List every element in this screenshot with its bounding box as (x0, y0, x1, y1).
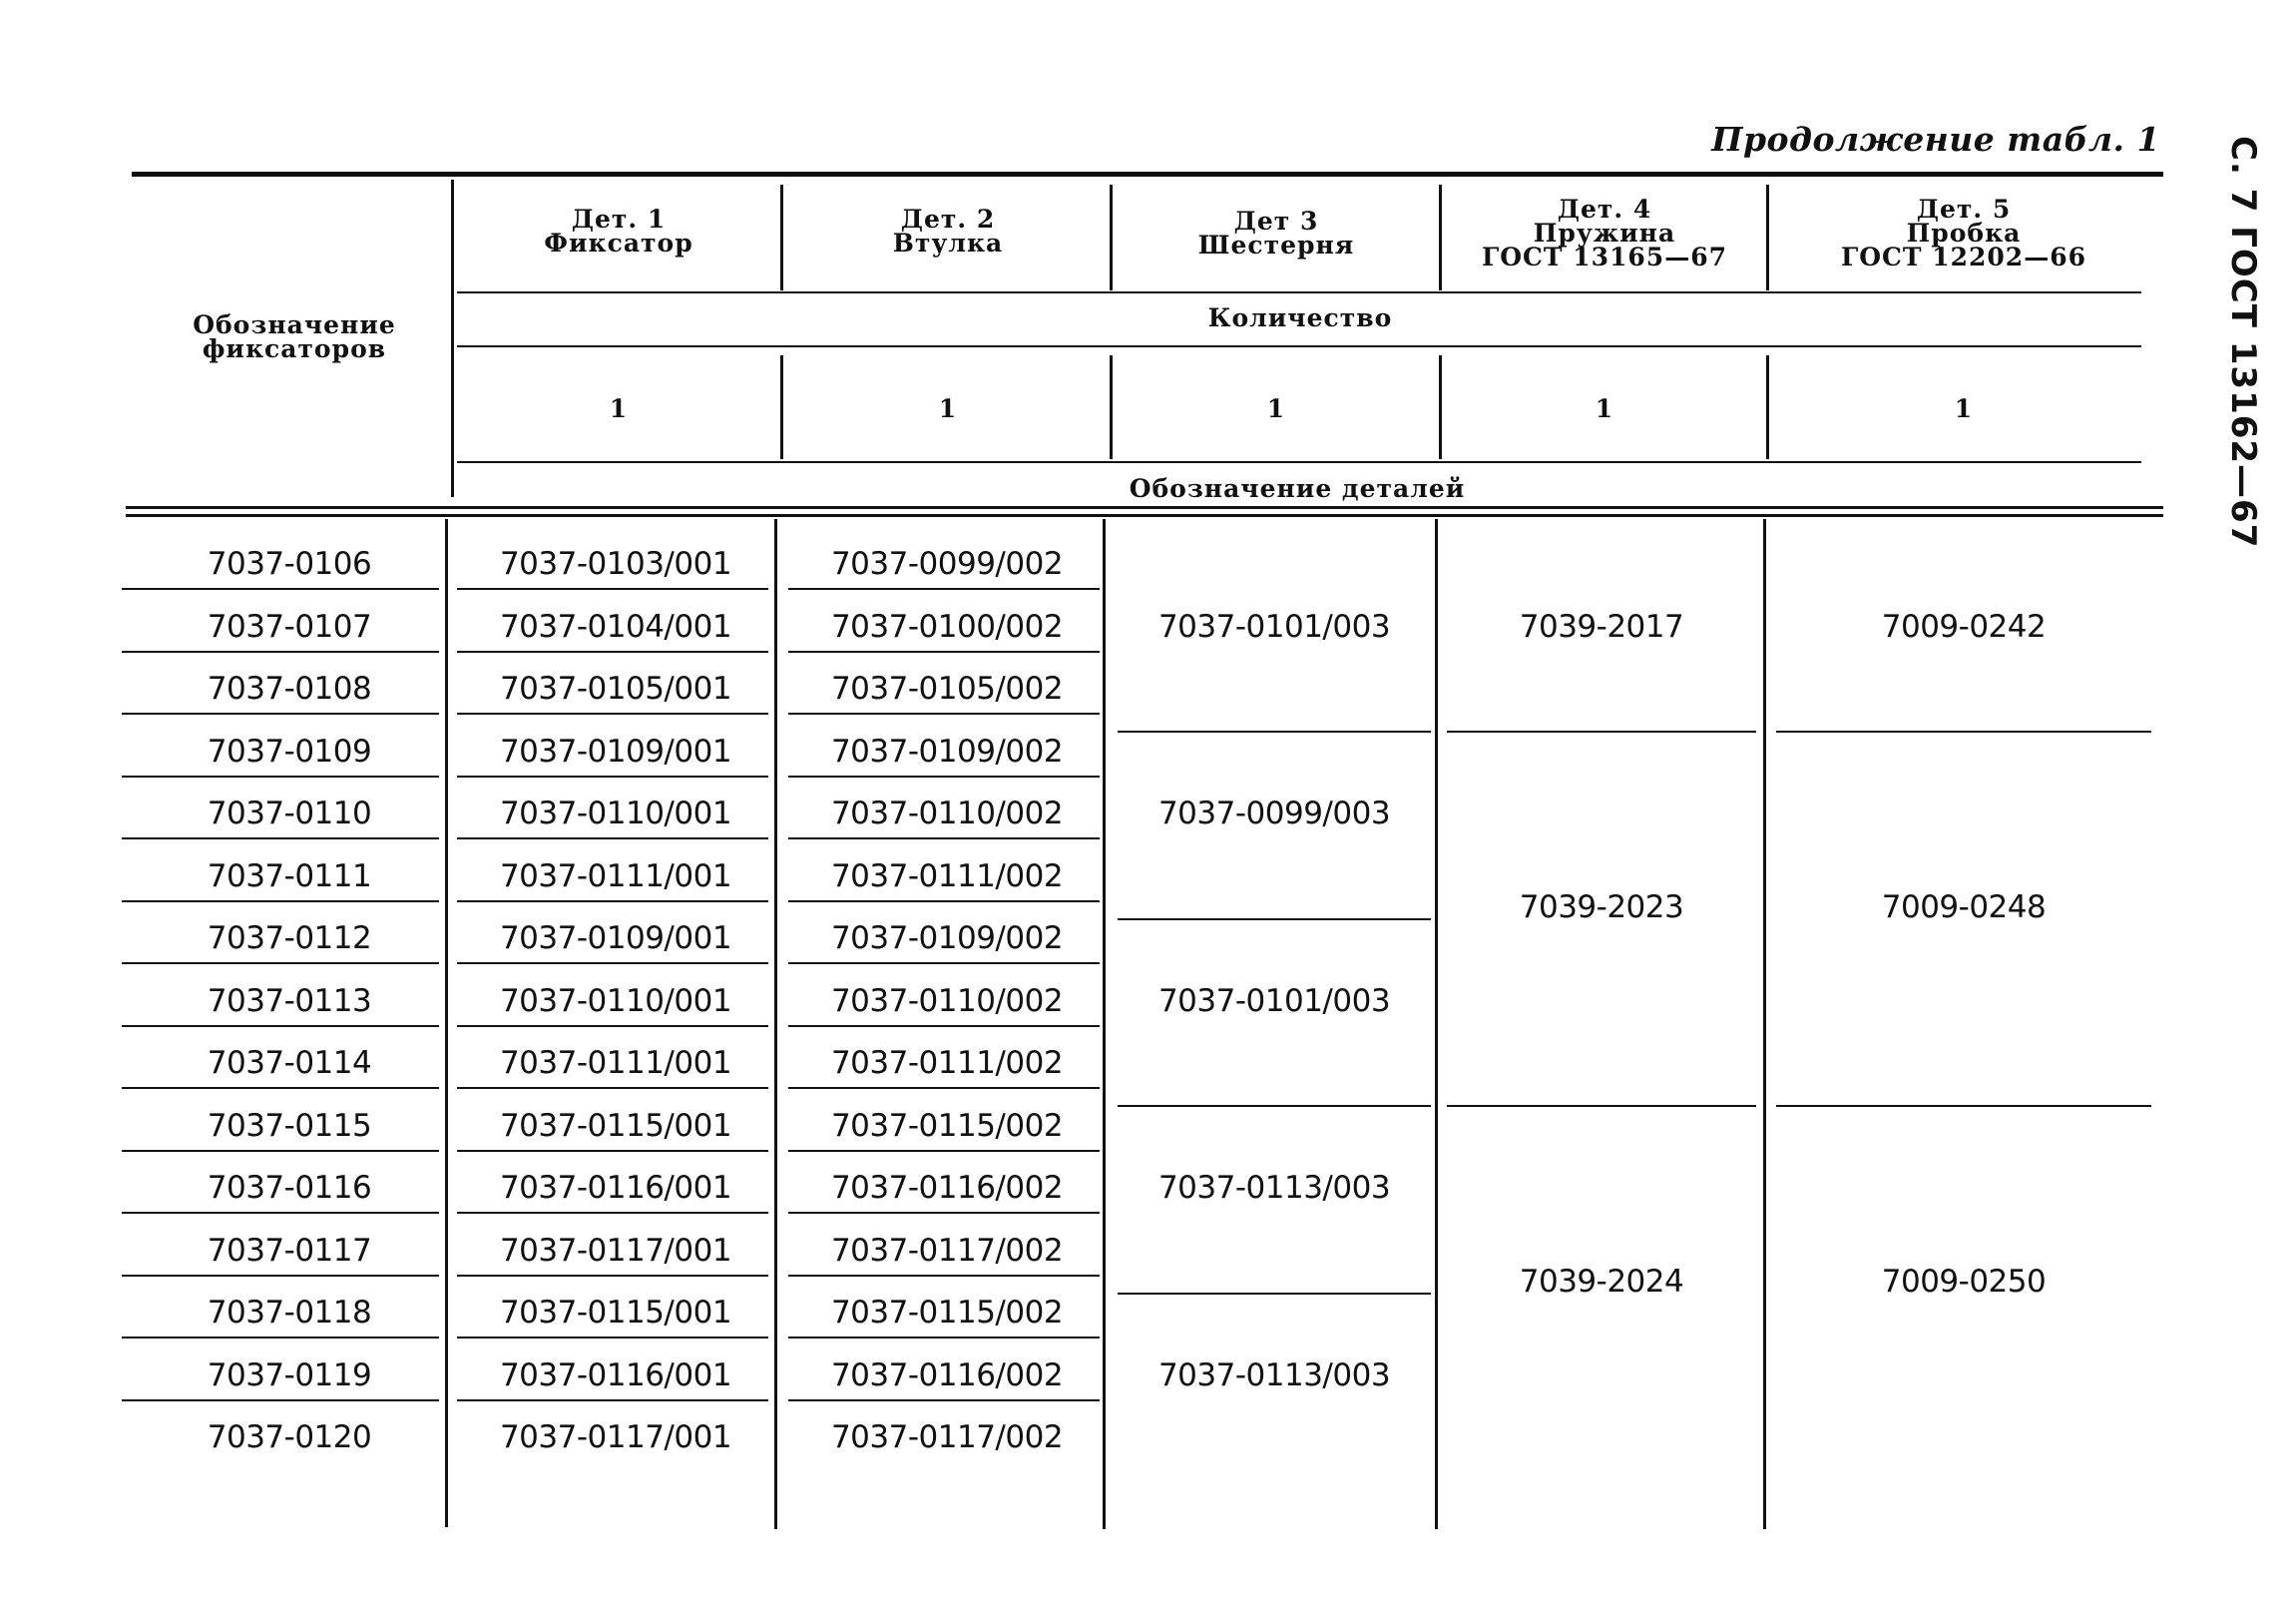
row-separator (122, 1275, 439, 1277)
det3-group-designation: 7037-0101/003 (1157, 983, 1391, 1019)
row-separator (122, 1150, 439, 1152)
det1-designation: 7037-0111/001 (499, 1045, 732, 1081)
det4-group-designation: 7039-2023 (1519, 889, 1684, 925)
group-separator (1776, 731, 2151, 733)
quantity-1: 1 (609, 394, 629, 423)
header-bottom-rule-2 (126, 514, 2163, 517)
row-separator (788, 651, 1100, 653)
det2-designation: 7037-0110/002 (830, 983, 1064, 1019)
row-separator (122, 837, 439, 839)
header-line-1 (457, 291, 2141, 293)
fixator-designation: 7037-0115 (207, 1108, 372, 1144)
row-separator (122, 1337, 439, 1339)
fixator-designation: 7037-0107 (207, 609, 372, 645)
group-separator (1118, 918, 1431, 920)
part-header-3 (1116, 207, 1437, 260)
part-header-4 (1445, 195, 1764, 271)
row-separator (122, 713, 439, 715)
det1-designation: 7037-0103/001 (499, 546, 732, 582)
row-separator (457, 1087, 768, 1089)
col-divider-2 (780, 185, 783, 290)
part-header-4-name: Пружина (1533, 219, 1676, 248)
col-divider-3b (1110, 355, 1113, 459)
group-separator (1776, 1105, 2151, 1107)
fixator-designation: 7037-0108 (207, 671, 372, 707)
det2-designation: 7037-0105/002 (830, 671, 1064, 707)
det1-designation: 7037-0115/001 (499, 1295, 732, 1331)
group-separator (1447, 1105, 1756, 1107)
col-divider-5b (1766, 355, 1769, 459)
row-separator (122, 651, 439, 653)
det5-group-designation: 7009-0242 (1881, 609, 2047, 645)
col-divider-2c (774, 519, 777, 1529)
part-header-4-title: Дет. 4 (1557, 195, 1652, 224)
det2-designation: 7037-0109/002 (830, 920, 1064, 956)
det4-group-designation: 7039-2017 (1519, 609, 1684, 645)
det2-designation: 7037-0116/002 (830, 1170, 1064, 1206)
row-separator (788, 1212, 1100, 1214)
part-header-5-title: Дет. 5 (1916, 195, 2012, 224)
row-separator (122, 1025, 439, 1027)
part-header-5 (1774, 195, 2153, 271)
det1-designation: 7037-0115/001 (499, 1108, 732, 1144)
row-separator (457, 1337, 768, 1339)
det1-designation: 7037-0116/001 (499, 1170, 732, 1206)
det3-group-designation: 7037-0101/003 (1157, 609, 1391, 645)
fixator-designation: 7037-0109 (207, 734, 372, 770)
row-separator (788, 1025, 1100, 1027)
row-separator (788, 776, 1100, 778)
top-rule (132, 172, 2163, 177)
det1-designation: 7037-0111/001 (499, 858, 732, 894)
part-header-5-std: ГОСТ 12202—66 (1840, 243, 2086, 271)
quantity-4: 1 (1595, 394, 1614, 423)
det2-designation: 7037-0117/002 (830, 1233, 1064, 1269)
col-divider-1 (451, 180, 454, 497)
row-separator (457, 962, 768, 964)
row-separator (788, 962, 1100, 964)
part-header-3-title: Дет 3 (1233, 207, 1319, 236)
fixator-designation: 7037-0113 (207, 983, 372, 1019)
fixator-designation: 7037-0112 (207, 920, 372, 956)
det2-designation: 7037-0116/002 (830, 1357, 1064, 1393)
group-separator (1447, 731, 1756, 733)
row-separator (122, 900, 439, 902)
det3-group-designation: 7037-0113/003 (1157, 1357, 1391, 1393)
det1-designation: 7037-0110/001 (499, 983, 732, 1019)
row-separator (457, 651, 768, 653)
col-divider-3 (1110, 185, 1113, 290)
header-line-2 (457, 345, 2141, 347)
det1-designation: 7037-0109/001 (499, 920, 732, 956)
row-separator (122, 776, 439, 778)
row-separator (457, 713, 768, 715)
row-separator (457, 1399, 768, 1401)
row-separator (788, 1275, 1100, 1277)
row-separator (788, 837, 1100, 839)
row-separator (788, 1337, 1100, 1339)
row-separator (122, 1087, 439, 1089)
row-separator (788, 588, 1100, 590)
row-separator (122, 1212, 439, 1214)
group-separator (1118, 731, 1431, 733)
quantity-2: 1 (938, 394, 958, 423)
det5-group-designation: 7009-0248 (1881, 889, 2047, 925)
group-separator (1118, 1105, 1431, 1107)
col-divider-4b (1439, 355, 1442, 459)
det5-group-designation: 7009-0250 (1881, 1264, 2047, 1300)
part-header-1 (459, 205, 778, 258)
det1-designation: 7037-0117/001 (499, 1233, 732, 1269)
quantity-3: 1 (1266, 394, 1286, 423)
det2-designation: 7037-0111/002 (830, 1045, 1064, 1081)
part-header-3-name: Шестерня (1197, 231, 1355, 260)
row-separator (122, 1399, 439, 1401)
row-separator (457, 837, 768, 839)
part-header-2 (788, 205, 1108, 258)
det4-group-designation: 7039-2024 (1519, 1264, 1684, 1300)
det1-designation: 7037-0117/001 (499, 1419, 732, 1455)
designation-label: Обозначение деталей (1129, 474, 1466, 503)
row-separator (788, 713, 1100, 715)
part-header-2-title: Дет. 2 (900, 205, 996, 234)
col-divider-4 (1439, 185, 1442, 290)
det2-designation: 7037-0111/002 (830, 858, 1064, 894)
det2-designation: 7037-0099/002 (830, 546, 1064, 582)
row-header: Обозначение фиксаторов (193, 310, 396, 363)
part-header-1-title: Дет. 1 (571, 205, 667, 234)
row-separator (457, 1150, 768, 1152)
part-header-4-std: ГОСТ 13165—67 (1481, 243, 1727, 271)
table-caption: Продолжение табл. 1 (1711, 120, 2160, 159)
group-separator (1118, 1293, 1431, 1295)
row-separator (788, 1087, 1100, 1089)
fixator-designation: 7037-0118 (207, 1295, 372, 1331)
det2-designation: 7037-0110/002 (830, 796, 1064, 831)
row-separator (457, 1275, 768, 1277)
fixator-designation: 7037-0111 (207, 858, 372, 894)
col-divider-1b (445, 519, 448, 1527)
row-separator (788, 1150, 1100, 1152)
row-separator (457, 1025, 768, 1027)
col-divider-5c (1763, 519, 1766, 1529)
det3-group-designation: 7037-0113/003 (1157, 1170, 1391, 1206)
fixator-designation: 7037-0117 (207, 1233, 372, 1269)
det1-designation: 7037-0116/001 (499, 1357, 732, 1393)
header-bottom-rule (126, 506, 2163, 509)
det1-designation: 7037-0105/001 (499, 671, 732, 707)
quantity-5: 1 (1954, 394, 1974, 423)
det2-designation: 7037-0109/002 (830, 734, 1064, 770)
quantity-label: Количество (1207, 303, 1393, 332)
col-divider-4c (1435, 519, 1438, 1529)
det2-designation: 7037-0117/002 (830, 1419, 1064, 1455)
part-header-1-name: Фиксатор (544, 229, 693, 258)
fixator-designation: 7037-0106 (207, 546, 372, 582)
det3-group-designation: 7037-0099/003 (1157, 796, 1391, 831)
row-separator (122, 962, 439, 964)
row-separator (788, 1399, 1100, 1401)
part-header-5-name: Пробка (1906, 219, 2022, 248)
row-separator (788, 900, 1100, 902)
det2-designation: 7037-0115/002 (830, 1295, 1064, 1331)
part-header-2-name: Втулка (892, 229, 1004, 258)
fixator-designation: 7037-0119 (207, 1357, 372, 1393)
det1-designation: 7037-0104/001 (499, 609, 732, 645)
det2-designation: 7037-0100/002 (830, 609, 1064, 645)
col-divider-2b (780, 355, 783, 459)
row-separator (457, 900, 768, 902)
fixator-designation: 7037-0120 (207, 1419, 372, 1455)
fixator-designation: 7037-0116 (207, 1170, 372, 1206)
col-divider-5 (1766, 185, 1769, 290)
row-separator (457, 776, 768, 778)
header-line-3 (457, 461, 2141, 463)
row-separator (457, 1212, 768, 1214)
det2-designation: 7037-0115/002 (830, 1108, 1064, 1144)
det1-designation: 7037-0109/001 (499, 734, 732, 770)
det1-designation: 7037-0110/001 (499, 796, 732, 831)
fixator-designation: 7037-0110 (207, 796, 372, 831)
fixator-designation: 7037-0114 (207, 1045, 372, 1081)
side-page-label: С. 7 ГОСТ 13162—67 (2223, 136, 2263, 549)
row-separator (122, 588, 439, 590)
row-separator (457, 588, 768, 590)
